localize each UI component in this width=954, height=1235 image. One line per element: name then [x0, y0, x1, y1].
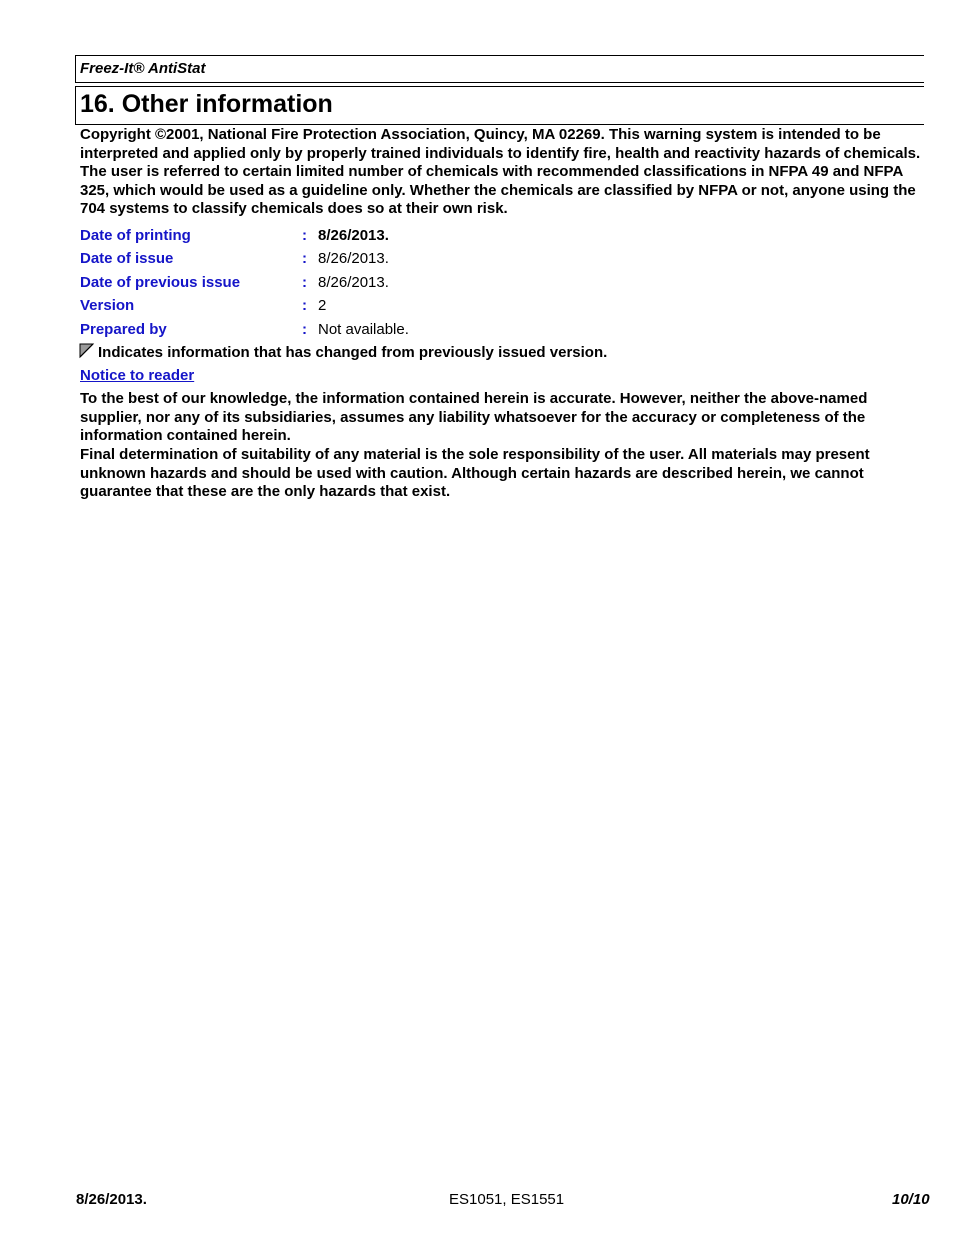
- info-colon: :: [302, 297, 307, 314]
- info-label: Date of previous issue: [80, 274, 241, 291]
- section-header: [75, 86, 924, 125]
- info-colon: :: [302, 274, 307, 291]
- info-row-version: [80, 297, 924, 319]
- info-colon: :: [302, 321, 307, 338]
- copyright-notice: Copyright ©2001, National Fire Protection Association, Quincy, MA 02269. This warning system is intended to be interpreted and applied only by properly trained individuals to identify fire, health and reactivity hazards of chemicals. The user is referred to certain limited number of chemicals with recommended classifications in NFPA 49 and NFPA 325, which would be used as a guideline only. Whether the chemicals are classified by NFPA or not, anyone using the 704 systems to classify chemicals does so at their own risk.: [80, 126, 921, 218]
- info-colon: :: [302, 227, 307, 244]
- info-label: Date of printing: [80, 227, 191, 244]
- info-value: 2: [318, 297, 327, 314]
- info-value: 8/26/2013.: [318, 227, 389, 244]
- info-colon: :: [302, 250, 307, 267]
- product-name: Freez-It® AntiStat: [80, 60, 206, 77]
- info-value: Not available.: [318, 321, 409, 338]
- notice-paragraph-suitability: Final determination of suitability of any material is the sole responsibility of the user. All materials may present unknown hazards and should be used with caution. Although certain hazards are described herein, we cannot guarantee that these are the only hazards that exist.: [80, 446, 870, 501]
- info-label: Version: [80, 297, 135, 314]
- info-row-prepared-by: [80, 321, 924, 343]
- info-row-date-of-previous-issue: [80, 274, 924, 296]
- change-indicator-note: [80, 344, 924, 361]
- footer-date: 8/26/2013.: [76, 1191, 147, 1208]
- change-note-text: Indicates information that has changed from previously issued version.: [98, 344, 608, 361]
- info-value: 8/26/2013.: [318, 250, 389, 267]
- footer-document-code: ES1051, ES1551: [449, 1191, 565, 1208]
- notice-paragraph-accuracy: To the best of our knowledge, the information contained herein is accurate. However, neither the above-named supplier, nor any of its subsidiaries, assumes any liability whatsoever for the accuracy or completeness of the information contained herein.: [80, 390, 868, 445]
- product-header-bar: [75, 55, 924, 83]
- info-row-date-of-printing: [80, 227, 924, 249]
- change-marker-icon: [80, 344, 94, 358]
- info-label: Prepared by: [80, 321, 167, 338]
- notice-to-reader-link[interactable]: Notice to reader: [80, 367, 195, 384]
- footer-page-number: 10/10: [892, 1191, 930, 1208]
- info-row-date-of-issue: [80, 250, 924, 272]
- info-value: 8/26/2013.: [318, 274, 389, 291]
- section-title: 16. Other information: [80, 90, 333, 118]
- info-label: Date of issue: [80, 250, 174, 267]
